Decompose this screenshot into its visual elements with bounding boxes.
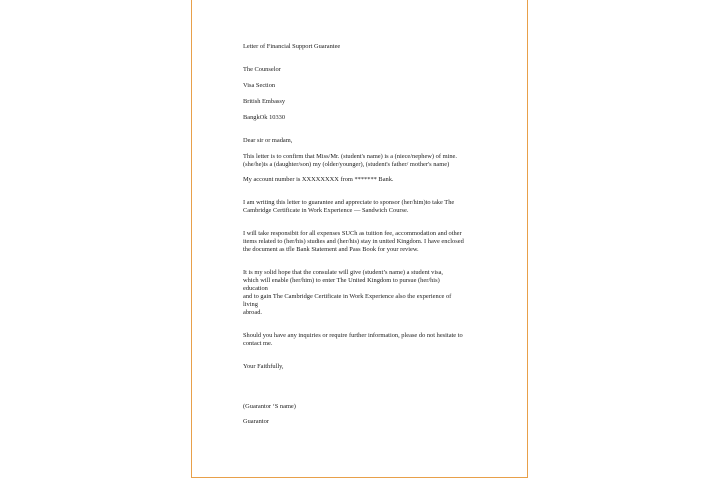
paragraph-4-line-3: the document as tfle Bank Statement and Pass Book for your review. xyxy=(243,246,419,253)
paragraph-5-line-2: which will enable (her/him) to enter The United Kingdom to pursue (her/his) xyxy=(243,277,440,284)
recipient-line-3: British Embassy xyxy=(243,98,286,105)
paragraph-5-line-1: It is my solid hope that the consulate will give (student’s name) a student visa, xyxy=(243,269,444,276)
paragraph-5-line-3: education xyxy=(243,285,268,292)
paragraph-4-line-1: I will take responsibit for all expenses SUCh as tuition fee, accommodation and other xyxy=(243,230,462,237)
recipient-line-1: The Counselor xyxy=(243,66,281,73)
paragraph-3-line-2: Cambridge Certificate in Work Experience — Sandwich Course. xyxy=(243,207,409,214)
paragraph-3-line-1: I am writing this letter to guarantee and appreciate to sponsor (her/him)to take The xyxy=(243,199,455,206)
salutation: Dear sir or madam, xyxy=(243,137,293,144)
letter-title: Letter of Financial Support Guarantee xyxy=(243,43,341,50)
paragraph-6-line-1: Should you have any inquiries or require further information, please do not hesitate to xyxy=(243,332,463,339)
paragraph-5-line-4: and to gain The Cambridge Certificate in Work Experience also the experience of xyxy=(243,293,452,300)
paragraph-1-line-1: This letter is to confirm that Miss/Mr. (student's name) is a (niece/nephew) of mine. xyxy=(243,153,457,160)
recipient-line-4: BangkOk 10330 xyxy=(243,114,286,121)
signature-name: (Guarantor ‘S name) xyxy=(243,403,296,410)
paragraph-2-line-1: My account number is XXXXXXXX from ******* Bank. xyxy=(243,176,394,183)
paragraph-1-line-2: (she/he)is a (daughter/son) my (older/younger), (student's father/ mother's name) xyxy=(243,161,450,168)
paragraph-5-line-5: living xyxy=(243,301,258,308)
paragraph-6-line-2: contact me. xyxy=(243,340,273,347)
closing: Your Faithfully, xyxy=(243,363,284,370)
document-page xyxy=(191,0,528,478)
recipient-line-2: Visa Section xyxy=(243,82,276,89)
paragraph-4-line-2: items related to (her/his) studies and (her/his) stay in united Kingdom. I have enclosed xyxy=(243,238,464,245)
signature-title: Guarantor xyxy=(243,418,269,425)
paragraph-5-line-6: abroad. xyxy=(243,309,262,316)
